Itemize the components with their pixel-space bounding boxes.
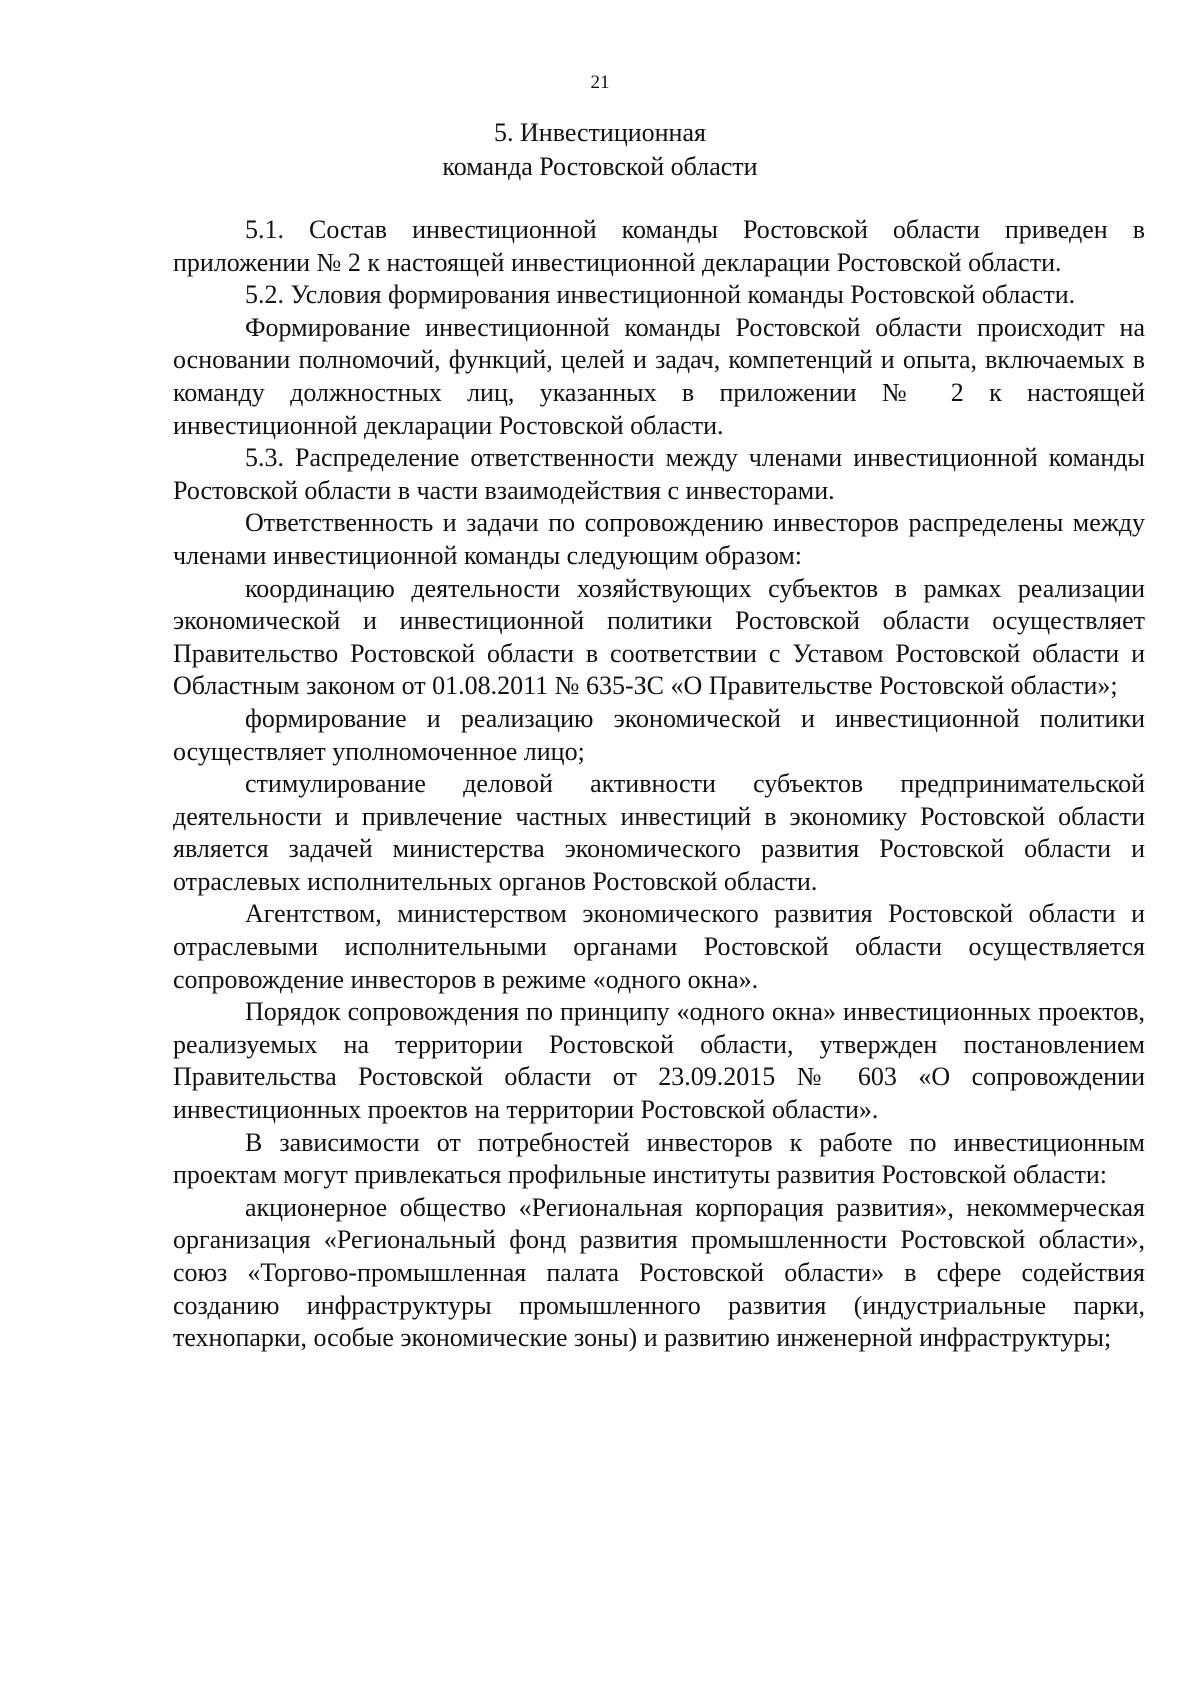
paragraph: Агентством, министерством экономического развития Ростовской области и отраслевыми исполнительными органами Ростовской области осуществляется сопровождение инвесторов в режиме «одного окна».	[173, 899, 1145, 994]
page-number: 21	[590, 72, 610, 93]
section-heading	[0, 116, 1200, 184]
paragraph: Ответственность и задачи по сопровождению инвесторов распределены между членами инвестиционной команды следующим образом:	[173, 508, 1145, 570]
list-item: координацию деятельности хозяйствующих субъектов в рамках реализации экономической и инвестиционной политики Ростовской области осуществляет Правительство Ростовской области в соответствии с Уставом Ростовской области и Областным законом от 01.08.2011 № 635-ЗС «О Правительстве Ростовской области»;	[173, 573, 1145, 701]
paragraph: Порядок сопровождения по принципу «одного окна» инвестиционных проектов, реализуемых на территории Ростовской области, утвержден постановлением Правительства Ростовской области от 23.09.2015 № 603 «О сопровождении инвестиционных проектов на территории Ростовской области».	[173, 997, 1145, 1125]
paragraph-5-3: 5.3. Распределение ответственности между членами инвестиционной команды Ростовской области в части взаимодействия с инвесторами.	[173, 443, 1145, 505]
list-item: стимулирование деловой активности субъектов предпринимательской деятельности и привлечение частных инвестиций в экономику Ростовской области является задачей министерства экономического развития Ростовской области и отраслевых исполнительных органов Ростовской области.	[173, 769, 1145, 896]
section-heading-line-2: команда Ростовской области	[442, 152, 758, 181]
list-item: формирование и реализацию экономической и инвестиционной политики осуществляет уполномоченное лицо;	[173, 703, 1145, 766]
paragraph: В зависимости от потребностей инвесторов к работе по инвестиционным проектам могут привлекаться профильные институты развития Ростовской области:	[173, 1127, 1145, 1190]
paragraph: Формирование инвестиционной команды Ростовской области происходит на основании полномочий, функций, целей и задач, компетенций и опыта, включаемых в команду должностных лиц, указанных в приложении № 2 к настоящей инвестиционной декларации Ростовской области.	[173, 312, 1145, 440]
list-item: акционерное общество «Региональная корпорация развития», некоммерческая организация «Региональный фонд развития промышленности Ростовской области», союз «Торгово-промышленная палата Ростовской области» в сфере содействия созданию инфраструктуры промышленного развития (индустриальные парки, технопарки, особые экономические зоны) и развитию инженерной инфраструктуры;	[173, 1192, 1145, 1353]
section-heading-line-1: 5. Инвестиционная	[494, 118, 706, 147]
paragraph-5-2: 5.2. Условия формирования инвестиционной команды Ростовской области.	[245, 280, 1076, 310]
document-body	[173, 214, 1145, 1355]
paragraph-5-1: 5.1. Состав инвестиционной команды Ростовской области приведен в приложении № 2 к настоящей инвестиционной декларации Ростовской области.	[173, 215, 1145, 277]
